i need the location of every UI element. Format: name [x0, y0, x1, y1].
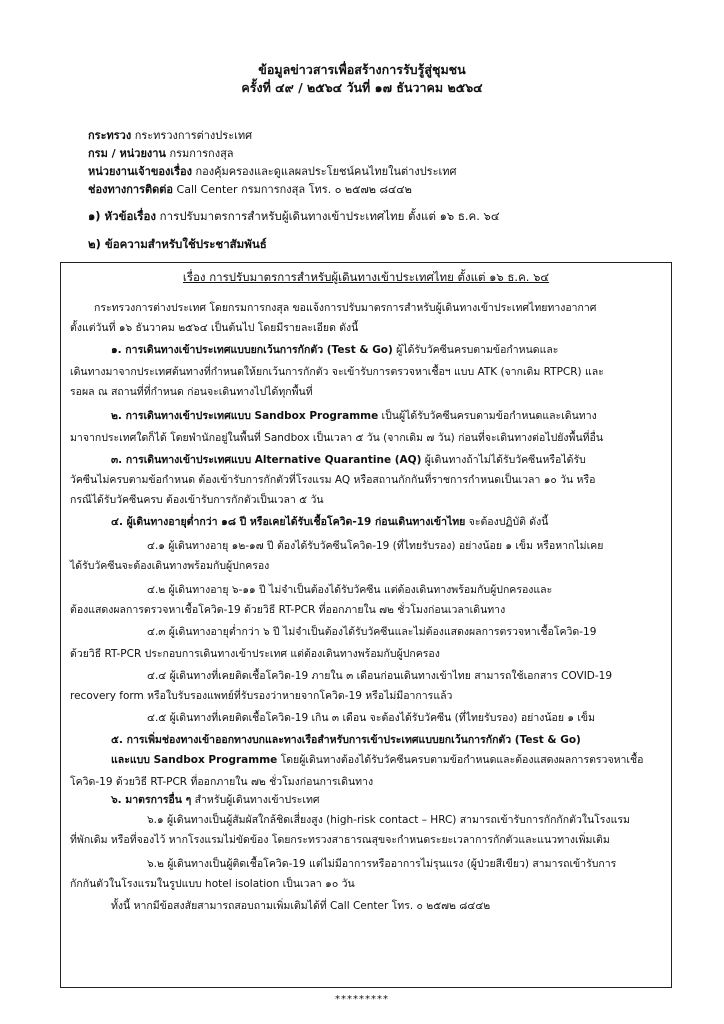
section-1 — [88, 208, 688, 224]
body-line — [111, 453, 586, 467]
body-line-text: วัคซีนไม่ครบตามข้อกำหนด ต้องเข้ารับการกักตัวที่โรงแรม AQ หรือสถานกักกันที่ราชการกำหนดเป็นเวลา ๑๐ วัน หรือ — [70, 474, 596, 486]
body-line-text: ผู้เดินทางถ้าไม่ได้รับวัคซีนหรือได้รับ — [421, 454, 586, 466]
body-line-text: มาจากประเทศใดก็ได้ โดยพำนักอยู่ในพื้นที่ Sandbox เป็นเวลา ๕ วัน (จากเดิม ๗ วัน) ก่อนที่จะเดินทางต่อไปยังพื้นที่อื่น — [70, 432, 604, 444]
meta-ministry — [88, 128, 688, 143]
body-line-bold: ๒. การเดินทางเข้าประเทศแบบ Sandbox Programme — [111, 410, 379, 422]
body-line — [70, 603, 505, 617]
meta-owner-label: หน่วยงานเจ้าของเรื่อง — [88, 165, 192, 178]
body-line — [111, 793, 320, 807]
announcement-title: เรื่อง การปรับมาตรการสำหรับผู้เดินทางเข้าประเทศไทย ตั้งแต่ ๑๖ ธ.ค. ๖๔ — [182, 270, 550, 284]
body-line-text: โควิด-19 ด้วยวิธี RT-PCR ที่ออกภายใน ๗๒ ชั่วโมงก่อนการเดินทาง — [70, 776, 374, 788]
meta-ministry-label: กระทรวง — [88, 129, 132, 142]
body-line-text: ๔.๕ ผู้เดินทางที่เคยติดเชื้อโควิด-19 เกิน ๓ เดือน จะต้องได้รับวัคซีน (ที่ไทยรับรอง) อย่างน้อย ๑ เข็ม — [147, 712, 596, 724]
meta-contact — [88, 182, 688, 197]
body-line — [70, 431, 603, 445]
body-line-text: สำหรับผู้เดินทางเข้าประเทศ — [191, 794, 320, 806]
body-line-bold: และแบบ Sandbox Programme — [111, 754, 278, 766]
body-line — [111, 733, 581, 747]
meta-owner — [88, 164, 688, 179]
body-line — [70, 877, 355, 891]
body-line-bold: ๖. มาตรการอื่น ๆ — [111, 794, 192, 806]
body-line-text: ได้รับวัคซีนจะต้องเดินทางพร้อมกับผู้ปกครอง — [70, 560, 270, 572]
body-line-text: recovery form หรือใบรับรองแพทย์ที่รับรองว่าหายจากโควิด-19 หรือไม่มีอาการแล้ว — [70, 690, 453, 702]
body-line — [147, 669, 612, 683]
body-line-text: กักกันตัวในโรงแรมในรูปแบบ hotel isolation เป็นเวลา ๑๐ วัน — [70, 878, 355, 890]
body-line-text: ทั้งนี้ หากมีข้อสงสัยสามารถสอบถามเพิ่มเติมได้ที่ Call Center โทร. ๐ ๒๕๗๒ ๘๔๔๒ — [111, 900, 491, 912]
body-line — [111, 515, 548, 529]
body-line-text: ๖.๑ ผู้เดินทางเป็นผู้สัมผัสใกล้ชิดเสี่ยงสูง (high-risk contact – HRC) สามารถเข้ารับการกักกักตัวในโรงแรม — [147, 814, 630, 826]
header-title: ข้อมูลข่าวสารเพื่อสร้างการรับรู้สู่ชุมชน — [258, 62, 466, 77]
meta-dept-value: กรมการกงสุล — [169, 147, 234, 160]
body-line — [70, 647, 440, 661]
body-line — [70, 559, 269, 573]
meta-contact-value: Call Center กรมการกงสุล โทร. ๐ ๒๕๗๒ ๘๔๔๒ — [176, 183, 412, 196]
body-line-text: ๔.๓ ผู้เดินทางอายุต่ำกว่า ๖ ปี ไม่จำเป็นต้องได้รับวัคซีนและไม่ต้องแสดงผลการตรวจหาเชื้อโควิด-19 — [147, 626, 597, 638]
section-1-label: ๑) หัวข้อเรื่อง — [88, 209, 156, 223]
body-line-text: ผู้ได้รับวัคซีนครบตามข้อกำหนดและ — [392, 344, 559, 356]
body-line-text: กรณีได้รับวัคซีนครบ ต้องเข้ารับการกักตัวเป็นเวลา ๕ วัน — [70, 494, 324, 506]
section-2 — [88, 236, 688, 252]
announcement-box — [60, 262, 672, 988]
body-line — [111, 753, 643, 767]
body-line-bold: ๓. การเดินทางเข้าประเทศแบบ Alternative Quarantine (AQ) — [111, 454, 422, 466]
meta-dept — [88, 146, 688, 161]
body-line — [147, 711, 595, 725]
body-line — [147, 625, 596, 639]
body-line — [111, 899, 490, 913]
body-line-text: ด้วยวิธี RT-PCR ประกอบการเดินทางเข้าประเทศ แต่ต้องเดินทางพร้อมกับผู้ปกครอง — [70, 648, 440, 660]
body-line-text: ต้องแสดงผลการตรวจหาเชื้อโควิด-19 ด้วยวิธี RT-PCR ที่ออกภายใน ๗๒ ชั่วโมงก่อนเวลาเดินทาง — [70, 604, 506, 616]
body-line — [94, 301, 596, 315]
meta-contact-label: ช่องทางการติดต่อ — [88, 183, 174, 196]
body-line-text: ๖.๒ ผู้เดินทางเป็นผู้ติดเชื้อโควิด-19 แต่ไม่มีอาการหรืออาการไม่รุนแรง (ผู้ป่วยสีเขียว) สามารถเข้ารับการ — [147, 858, 617, 870]
body-line-text: กระทรวงการต่างประเทศ โดยกรมการกงสุล ขอแจ้งการปรับมาตรการสำหรับผู้เดินทางเข้าประเทศไทยทางอากาศ — [94, 302, 597, 314]
meta-dept-label: กรม / หน่วยงาน — [88, 147, 166, 160]
body-line-text: โดยผู้เดินทางต้องได้รับวัคซีนครบตามข้อกำหนดและต้องแสดงผลการตรวจหาเชื้อ — [277, 754, 644, 766]
body-line — [147, 583, 552, 597]
body-line-text: ที่พักเดิม หรือที่จองไว้ หากโรงแรมไม่ขัดข้อง โดยกระทรวงสาธารณสุขจะกำหนดระยะเวลาการกักตัวและแนวทางเพิ่มเติม — [70, 834, 610, 846]
body-line — [70, 689, 452, 703]
body-line-text: เดินทางมาจากประเทศต้นทางที่กำหนดให้ยกเว้นการกักตัว จะเข้ารับการตรวจหาเชื้อฯ แบบ ATK (จากเดิม RTPCR) และ — [70, 366, 604, 378]
meta-owner-value: กองคุ้มครองและดูแลผลประโยชน์คนไทยในต่างประเทศ — [195, 165, 457, 178]
body-line — [70, 775, 373, 789]
end-marker: ********* — [335, 994, 389, 1005]
header-issue: ครั้งที่ ๔๙ / ๒๕๖๔ วันที่ ๑๗ ธันวาคม ๒๕๖๔ — [241, 80, 483, 95]
section-2-label: ๒) ข้อความสำหรับใช้ประชาสัมพันธ์ — [88, 237, 267, 251]
body-line — [70, 493, 324, 507]
body-line-bold: ๔. ผู้เดินทางอายุต่ำกว่า ๑๘ ปี หรือเคยได้รับเชื้อโควิด-19 ก่อนเดินทางเข้าไทย — [111, 516, 466, 528]
body-line — [147, 857, 616, 871]
meta-ministry-value: กระทรวงการต่างประเทศ — [134, 129, 253, 142]
body-line — [70, 833, 610, 847]
body-line — [70, 473, 595, 487]
body-line-text: ๔.๑ ผู้เดินทางอายุ ๑๒-๑๗ ปี ต้องได้รับวัคซีนโควิด-19 (ที่ไทยรับรอง) อย่างน้อย ๑ เข็ม หรือหากไม่เคย — [147, 540, 604, 552]
body-line — [111, 343, 558, 357]
body-line — [70, 365, 604, 379]
body-line-text: ๔.๒ ผู้เดินทางอายุ ๖-๑๑ ปี ไม่จำเป็นต้องได้รับวัคซีน แต่ต้องเดินทางพร้อมกับผู้ปกครองและ — [147, 584, 553, 596]
section-1-value: การปรับมาตรการสำหรับผู้เดินทางเข้าประเทศไทย ตั้งแต่ ๑๖ ธ.ค. ๖๔ — [159, 209, 500, 223]
body-line-bold: ๑. การเดินทางเข้าประเทศแบบยกเว้นการกักตัว (Test & Go) — [111, 344, 393, 356]
body-line-bold: ๕. การเพิ่มช่องทางเข้าออกทางบกและทางเรือสำหรับการเข้าประเทศแบบยกเว้นการกักตัว (Test & Go) — [111, 734, 581, 746]
body-line — [111, 409, 597, 423]
body-line-text: รอผล ณ สถานที่ที่กำหนด ก่อนจะเดินทางไปได้ทุกพื้นที่ — [70, 386, 313, 398]
body-line — [147, 813, 630, 827]
body-line-text: จะต้องปฏิบัติ ดังนี้ — [465, 516, 549, 528]
body-line-text: ตั้งแต่วันที่ ๑๖ ธันวาคม ๒๕๖๔ เป็นต้นไป โดยมีรายละเอียด ดังนี้ — [70, 322, 359, 334]
body-line-text: ๔.๔ ผู้เดินทางที่เคยติดเชื้อโควิด-19 ภายใน ๓ เดือนก่อนเดินทางเข้าไทย สามารถใช้เอกสาร COVID-19 — [147, 670, 613, 682]
body-line — [70, 321, 358, 335]
body-line-text: เป็นผู้ได้รับวัคซีนครบตามข้อกำหนดและเดินทาง — [378, 410, 597, 422]
body-line — [70, 385, 313, 399]
body-line — [147, 539, 603, 553]
